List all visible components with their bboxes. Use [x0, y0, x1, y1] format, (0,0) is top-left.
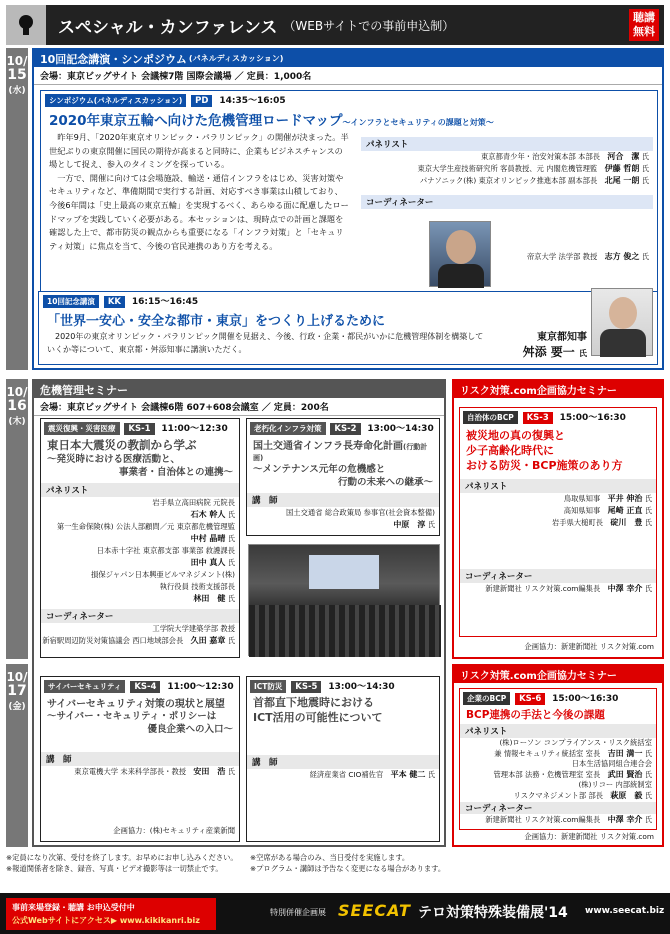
kk-time: 16:15〜16:45: [131, 297, 199, 307]
page-subtitle: （WEBサイトでの事前申込制）: [283, 18, 455, 33]
pd-description: 昨年9月、「2020年東京オリンピック・パラリンピック」の開催が決まった。半世紀ぶりの東京開催に国民の期待が高まると同時に、企業もビジネスチャンスの場として捉え、参入のタイミングを探っている。 一方で、開催に向けては会場施設、輸送・通信インフラをはじめ、災害対策やセキュリティなど、準備期間で実行する計画、対応すべき事業は山積しており、今後6年間は「史上最高の東京五輪」を実現するべく、あらゆる面に配慮したロードマップを実践していく必要がある。本セッションは、現時点での計画と課題を確認した上で、都市防災の観点からも重要になる「インフラ対策」と「セキュリティ対策」に焦点を当て、今後の官民連携のあり方を考える。: [49, 132, 349, 251]
page-header: [6, 5, 664, 45]
ks3-panelist: 岩手県大槌町長 碇川 豊 氏: [552, 518, 652, 527]
ks3-time: 15:00〜16:30: [559, 413, 626, 423]
kk-description: 2020年の東京オリンピック・パラリンピック開催を見据え、今後、行政・企業・都民がいかに危機管理体制を構築していくか等について、東京都・舛添知事に講演いただく。: [47, 332, 484, 354]
ks1-panelist: 第一生命保険(株) 公法人部顧問／元 東京都危機管理監 中村 晶晴 氏: [56, 522, 235, 543]
date-15: 10/ 15 (水): [6, 48, 28, 370]
ks6-coordinator: 新建新聞社 リスク対策.com編集長 中澤 幸介 氏: [485, 815, 652, 824]
ks6-coord-heading: コーディネーター: [460, 802, 656, 814]
ks3-panelist: 高知県知事 尾崎 正直 氏: [563, 506, 652, 515]
expo-title: テロ対策特殊装備展'14: [418, 905, 568, 921]
ks5-title: 首都直下地震時における ICT活用の可能性について: [253, 696, 383, 724]
ks6-tag: 企業のBCP: [463, 692, 510, 705]
ks6-title: BCP連携の手法と今後の課題: [466, 709, 605, 721]
ks4-lecturer: 東京電機大学 未来科学部長・教授 安田 浩 氏: [74, 767, 235, 776]
ks6-panelist: 日本生活協同組合連合会 管理本部 法務・危機管理室 室長 武田 賢治 氏: [493, 759, 652, 779]
bottom-banner: [0, 893, 670, 934]
date-16: 10/ 16 (木): [6, 379, 28, 659]
ks2-subtitle: 〜メンテナンス元年の危機感と 行動の未来への継承〜: [253, 464, 433, 488]
ks1-time: 11:00〜12:30: [161, 424, 228, 434]
ks5-session: [246, 676, 440, 842]
ks2-session: [246, 418, 440, 536]
risk-seminar-bcp-municipal: [452, 379, 664, 659]
ks4-session: [40, 676, 240, 842]
ks2-time: 13:00〜14:30: [367, 424, 434, 434]
risk2-title-bar: リスク対策.com企画協力セミナー: [454, 666, 662, 683]
ks6-code: KS-6: [515, 693, 545, 705]
ks2-title: 国土交通省インフラ長寿命化計画(行動計画): [253, 441, 428, 462]
ks3-coord-heading: コーディネーター: [460, 569, 656, 583]
registration-link[interactable]: 事前来場登録・聴講 お申込受付中 公式Webサイトにアクセス▶ www.kikikanri.biz: [6, 898, 216, 930]
risk1-title-bar: リスク対策.com企画協力セミナー: [454, 381, 662, 398]
special-exhibit-label: 特別併催企画展: [270, 908, 326, 917]
ks5-lecturer: 経済産業省 CIO補佐官 平本 健二 氏: [309, 770, 435, 779]
pd-time: 14:35〜16:05: [219, 96, 286, 106]
notes-right: ※空席がある場合のみ、当日受付を実施します。 ※プログラム・講師は予告なく変更になる場合があります。: [250, 853, 446, 873]
coordinator-photo: [429, 221, 491, 287]
ks3-tag: 自治体のBCP: [463, 411, 518, 424]
pd-title: 2020年東京五輪へ向けた危機管理ロードマップ〜インフラとセキュリティの課題と対策〜: [49, 113, 494, 129]
ks1-coord-heading: コーディネーター: [41, 609, 239, 623]
ks1-coordinator: 工学院大学建築学部 教授 新宿駅周辺防災対策協議会 西口地域部会長 久田 嘉章 氏: [42, 624, 235, 645]
ks3-title: 被災地の真の復興と 少子高齢化時代に おける防災・BCP施策のあり方: [466, 429, 623, 472]
free-badge: 聴講無料: [629, 9, 659, 41]
ks2-lecturer-heading: 講 師: [247, 493, 439, 507]
ks1-panel-heading: パネリスト: [41, 483, 239, 497]
kk-speaker: 東京都知事 舛添 要一 氏: [522, 332, 587, 359]
ks4-tag: サイバーセキュリティ: [44, 680, 125, 693]
ks1-panelist: 日本赤十字社 東京都支部 事業部 救護課長 田中 真人 氏: [96, 546, 235, 567]
ks1-panelist: 岩手県立高田病院 元院長 石木 幹人 氏: [152, 498, 235, 519]
ks4-code: KS-4: [130, 681, 160, 693]
keyhole-icon: [6, 5, 46, 45]
ks3-code: KS-3: [523, 412, 553, 424]
kk-tag: 10回記念講演: [43, 295, 99, 308]
crisis-title-bar: 危機管理セミナー: [34, 381, 444, 398]
ks4-cooperation: 企画協力：(株)セキュリティ産業新聞: [113, 826, 235, 835]
ks2-tag: 老朽化インフラ対策: [250, 422, 326, 435]
symposium-venue: 会場：東京ビッグサイト 会議棟7階 国際会議場 ／ 定員：1,000名: [34, 67, 662, 85]
ks3-coordinator: 新建新聞社 リスク対策.com編集長 中澤 幸介 氏: [485, 584, 652, 593]
expo-url-link[interactable]: www.seecat.biz: [585, 906, 665, 916]
symposium-title-bar: 10回記念講演・シンポジウム (パネルディスカッション): [34, 50, 662, 67]
pd-tag: シンポジウム(パネルディスカッション): [45, 94, 186, 107]
ks4-title: サイバーセキュリティ対策の現状と展望: [47, 699, 225, 710]
ks2-code: KS-2: [330, 423, 360, 435]
ks4-lecturer-heading: 講 師: [41, 752, 239, 766]
ks1-code: KS-1: [124, 423, 154, 435]
ks5-time: 13:00〜14:30: [328, 682, 395, 692]
ks4-subtitle: 〜サイバー・セキュリティ・ポリシーは 優良企業への入口〜: [47, 711, 233, 735]
page-title: スペシャル・カンファレンス: [58, 17, 278, 38]
crisis-venue: 会場：東京ビッグサイト 会議棟6階 607+608会議室 ／ 定員：200名: [34, 398, 444, 416]
coordinator-name: 帝京大学 法学部 教授 志方 俊之 氏: [526, 252, 649, 261]
ks6-panelist: (株)ローソン コンプライアンス・リスク統括室 兼 情報セキュリティ統括室 室長 吉田 満一 氏: [494, 738, 652, 758]
ks1-tag: 震災復興・災害医療: [44, 422, 120, 435]
kk-code: KK: [104, 296, 125, 308]
ks6-panelist: (株)リコー 内部統制室 リスクマネジメント部 部長 萩原 毅 氏: [513, 780, 652, 800]
date-17: 10/ 17 (金): [6, 664, 28, 847]
kk-title: 「世界一安心・安全な都市・東京」をつくり上げるために: [47, 314, 386, 329]
pd-session: [40, 90, 658, 324]
pd-code: PD: [191, 95, 212, 107]
ks1-session: [40, 418, 240, 658]
kk-session: [38, 291, 658, 365]
ks5-tag: ICT防災: [250, 680, 286, 693]
governor-photo: [591, 288, 653, 356]
ks1-subtitle: 〜発災時における医療活動と、 事業者・自治体との連携〜: [47, 454, 233, 478]
ks6-time: 15:00〜16:30: [552, 694, 619, 704]
ks3-panel-heading: パネリスト: [460, 479, 656, 493]
ks5-lecturer-heading: 講 師: [247, 755, 439, 769]
ks4-time: 11:00〜12:30: [167, 682, 234, 692]
seminar-hall-photo: [248, 544, 440, 656]
risk2-cooperation: 企画協力：新建新聞社 リスク対策.com: [524, 832, 654, 841]
risk-seminar-bcp-corporate: [452, 664, 664, 847]
ks5-code: KS-5: [291, 681, 321, 693]
ks2-lecturer: 国土交通省 総合政策局 参事官(社会資本整備) 中原 淳 氏: [286, 508, 435, 529]
ks1-title: 東日本大震災の教訓から学ぶ: [47, 438, 197, 452]
risk1-cooperation: 企画協力：新建新聞社 リスク対策.com: [524, 642, 654, 651]
pd-panelists: パネリスト 東京都青少年・治安対策本部 本部長 河合 潔 氏 東京大学生産技術研究所 客員教授、元 内閣危機管理監 伊藤 哲朗 氏 パナソニック(株) 東京オリンピック推進本部 副本部長 北尾 一朗 氏 コーディネーター: [361, 133, 653, 209]
notes-left: ※定員になり次第、受付を終了します。お早めにお申し込みください。 ※報道関係者を除き、録音、写真・ビデオ撮影等は一切禁止です。: [6, 853, 238, 873]
seecat-logo: SEECAT: [338, 901, 411, 920]
ks1-panelist: 損保ジャパン日本興亜ビルマネジメント(株) 執行役員 技術支援部長 林田 健 氏: [91, 570, 235, 603]
ks3-panelist: 鳥取県知事 平井 伸治 氏: [563, 494, 652, 503]
ks6-panel-heading: パネリスト: [460, 724, 656, 738]
